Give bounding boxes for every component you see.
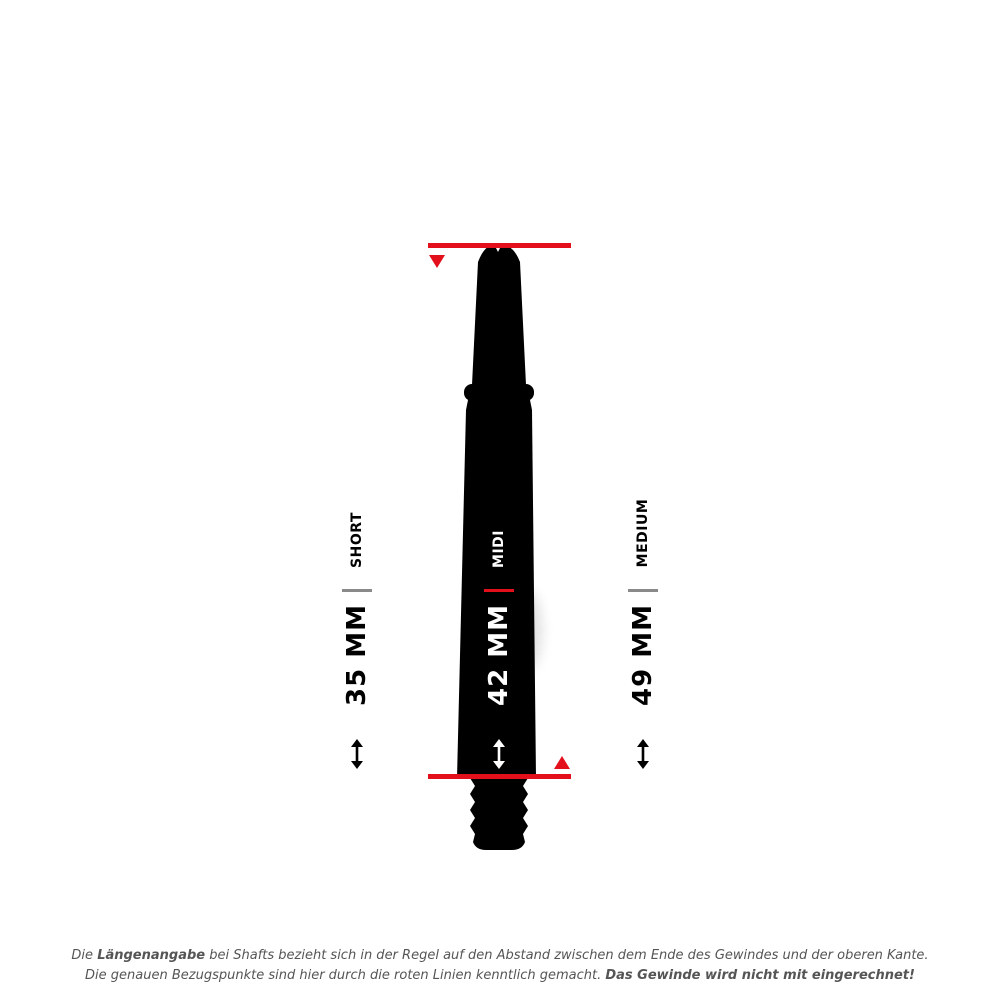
double-arrow-vertical-icon — [351, 739, 363, 769]
size-length-midi: 42 MM — [484, 604, 514, 706]
bottom-reference-line — [428, 774, 571, 779]
footer-line-2-bold: Das Gewinde wird nicht mit eingerechnet! — [605, 968, 915, 983]
separator-medium — [628, 589, 658, 592]
size-length-short: 35 MM — [342, 604, 372, 706]
separator-short — [342, 589, 372, 592]
size-name-short: SHORT — [349, 512, 365, 568]
size-name-midi: MIDI — [491, 530, 507, 568]
size-column-short — [342, 512, 372, 769]
red-triangle-down-icon — [429, 255, 445, 268]
footer-line-2-pre: Die genauen Bezugspunkte sind hier durch die roten Linien kenntlich gemacht. — [85, 968, 606, 983]
shaft-top-section — [472, 244, 526, 385]
shaft-thread — [470, 778, 528, 850]
size-column-medium — [628, 499, 658, 769]
footer-line-1 — [0, 946, 1000, 966]
footer-line-1-post: bei Shafts bezieht sich in der Regel auf den Abstand zwischen dem Ende des Gewindes und der oberen Kante. — [205, 948, 929, 963]
top-reference-line — [428, 243, 571, 248]
footer-note — [0, 946, 1000, 986]
separator-midi — [484, 589, 514, 592]
shaft-collar — [464, 384, 534, 401]
size-length-medium: 49 MM — [628, 604, 658, 706]
footer-line-1-pre: Die — [71, 948, 98, 963]
footer-line-2 — [0, 966, 1000, 986]
double-arrow-vertical-icon — [637, 739, 649, 769]
footer-line-1-bold: Längenangabe — [97, 948, 206, 963]
size-name-medium: MEDIUM — [635, 498, 651, 568]
red-triangle-up-icon — [554, 756, 570, 769]
